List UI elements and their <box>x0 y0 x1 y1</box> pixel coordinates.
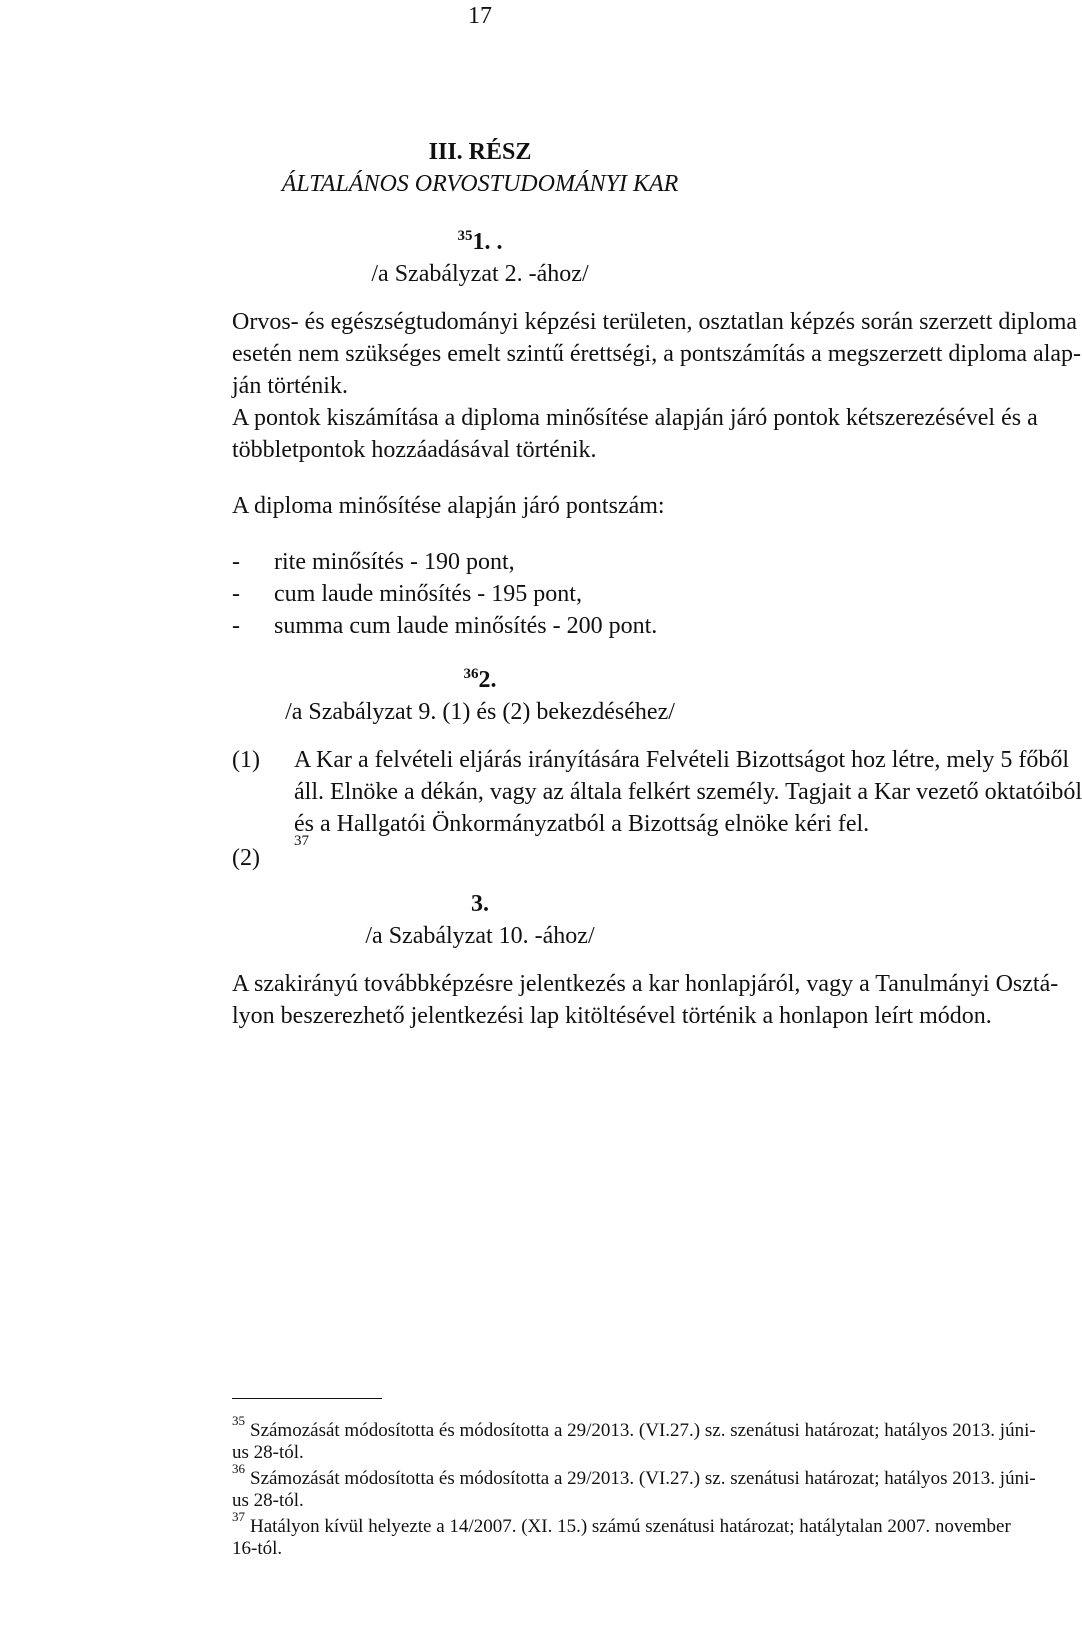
footnote-line: 16-tól. <box>232 1538 283 1559</box>
list-item: summa cum laude minősítés - 200 pont. <box>274 613 658 639</box>
paragraph-line: többletpontok hozzáadásával történik. <box>232 437 597 463</box>
section-1-subheading: /a Szabályzat 2. -ához/ <box>371 261 589 287</box>
paragraph-line: A szakirányú továbbképzésre jelentkezés a kar honlapjáról, vagy a Tanulmányi Osztá- <box>232 971 1059 997</box>
footnote-separator <box>232 1398 382 1399</box>
footnote-37: 37 <box>232 1509 245 1524</box>
paragraph-line: ján történik. <box>232 373 348 399</box>
paragraph-line: esetén nem szükséges emelt szintű érettségi, a pontszámítás a megszerzett diploma alap- <box>232 341 1082 367</box>
footnote-35: 35 <box>232 1413 245 1428</box>
section-1-heading: $^{35}$1. . <box>457 228 503 255</box>
paragraph-line: Orvos- és egészségtudományi képzési területen, osztatlan képzés során szerzett diploma <box>232 309 1078 335</box>
footnote-ref-37[interactable]: 37 <box>294 833 309 849</box>
section-2-heading: $^{36}$2. <box>463 666 497 693</box>
footnote-line: us 28-tól. <box>232 1442 304 1463</box>
item-line: A Kar a felvételi eljárás irányítására Felvételi Bizottságot hoz létre, mely 5 főből <box>294 747 1070 773</box>
item-line: áll. Elnöke a dékán, vagy az általa felkért személy. Tagjait a Kar vezető oktatóiból <box>294 779 1082 805</box>
footnote-ref-36[interactable]: 36 <box>463 666 479 682</box>
list-dash: - <box>232 549 240 575</box>
section-3-heading: 3. <box>471 891 489 917</box>
paragraph-line: lyon beszerezhető jelentkezési lap kitöltésével történik a honlapon leírt módon. <box>232 1003 992 1029</box>
item-line: és a Hallgatói Önkormányzatból a Bizottság elnöke kéri fel. <box>294 811 870 837</box>
footnote-line: us 28-tól. <box>232 1490 304 1511</box>
list-item: rite minősítés - 190 pont, <box>274 549 515 575</box>
paragraph-line: A diploma minősítése alapján járó pontszám: <box>232 493 665 519</box>
item-number: (2) <box>232 845 260 871</box>
part-title: III. RÉSZ <box>428 139 532 165</box>
footnote-line: Számozását módosította és módosította a 29/2013. (VI.27.) sz. szenátusi határozat; hatályos 2013. júni- <box>250 1420 1036 1441</box>
footnote-line: Számozását módosította és módosította a 29/2013. (VI.27.) sz. szenátusi határozat; hatályos 2013. júni- <box>250 1468 1036 1489</box>
footnote-36: 36 <box>232 1461 245 1476</box>
section-3-subheading: /a Szabályzat 10. -ához/ <box>365 923 595 949</box>
footnote-ref-35[interactable]: 35 <box>457 228 473 244</box>
list-item: cum laude minősítés - 195 pont, <box>274 581 582 607</box>
page-number: 17 <box>468 3 492 29</box>
paragraph-line: A pontok kiszámítása a diploma minősítése alapján járó pontok kétszerezésével és a <box>232 405 1038 431</box>
footnote-line: Hatályon kívül helyezte a 14/2007. (XI. 15.) számú szenátusi határozat; hatálytalan 2007. november <box>250 1516 1011 1537</box>
list-dash: - <box>232 581 240 607</box>
item-number: (1) <box>232 747 260 773</box>
list-dash: - <box>232 613 240 639</box>
part-subtitle: ÁLTALÁNOS ORVOSTUDOMÁNYI KAR <box>281 171 679 197</box>
section-2-subheading: /a Szabályzat 9. (1) és (2) bekezdéséhez/ <box>285 699 675 725</box>
